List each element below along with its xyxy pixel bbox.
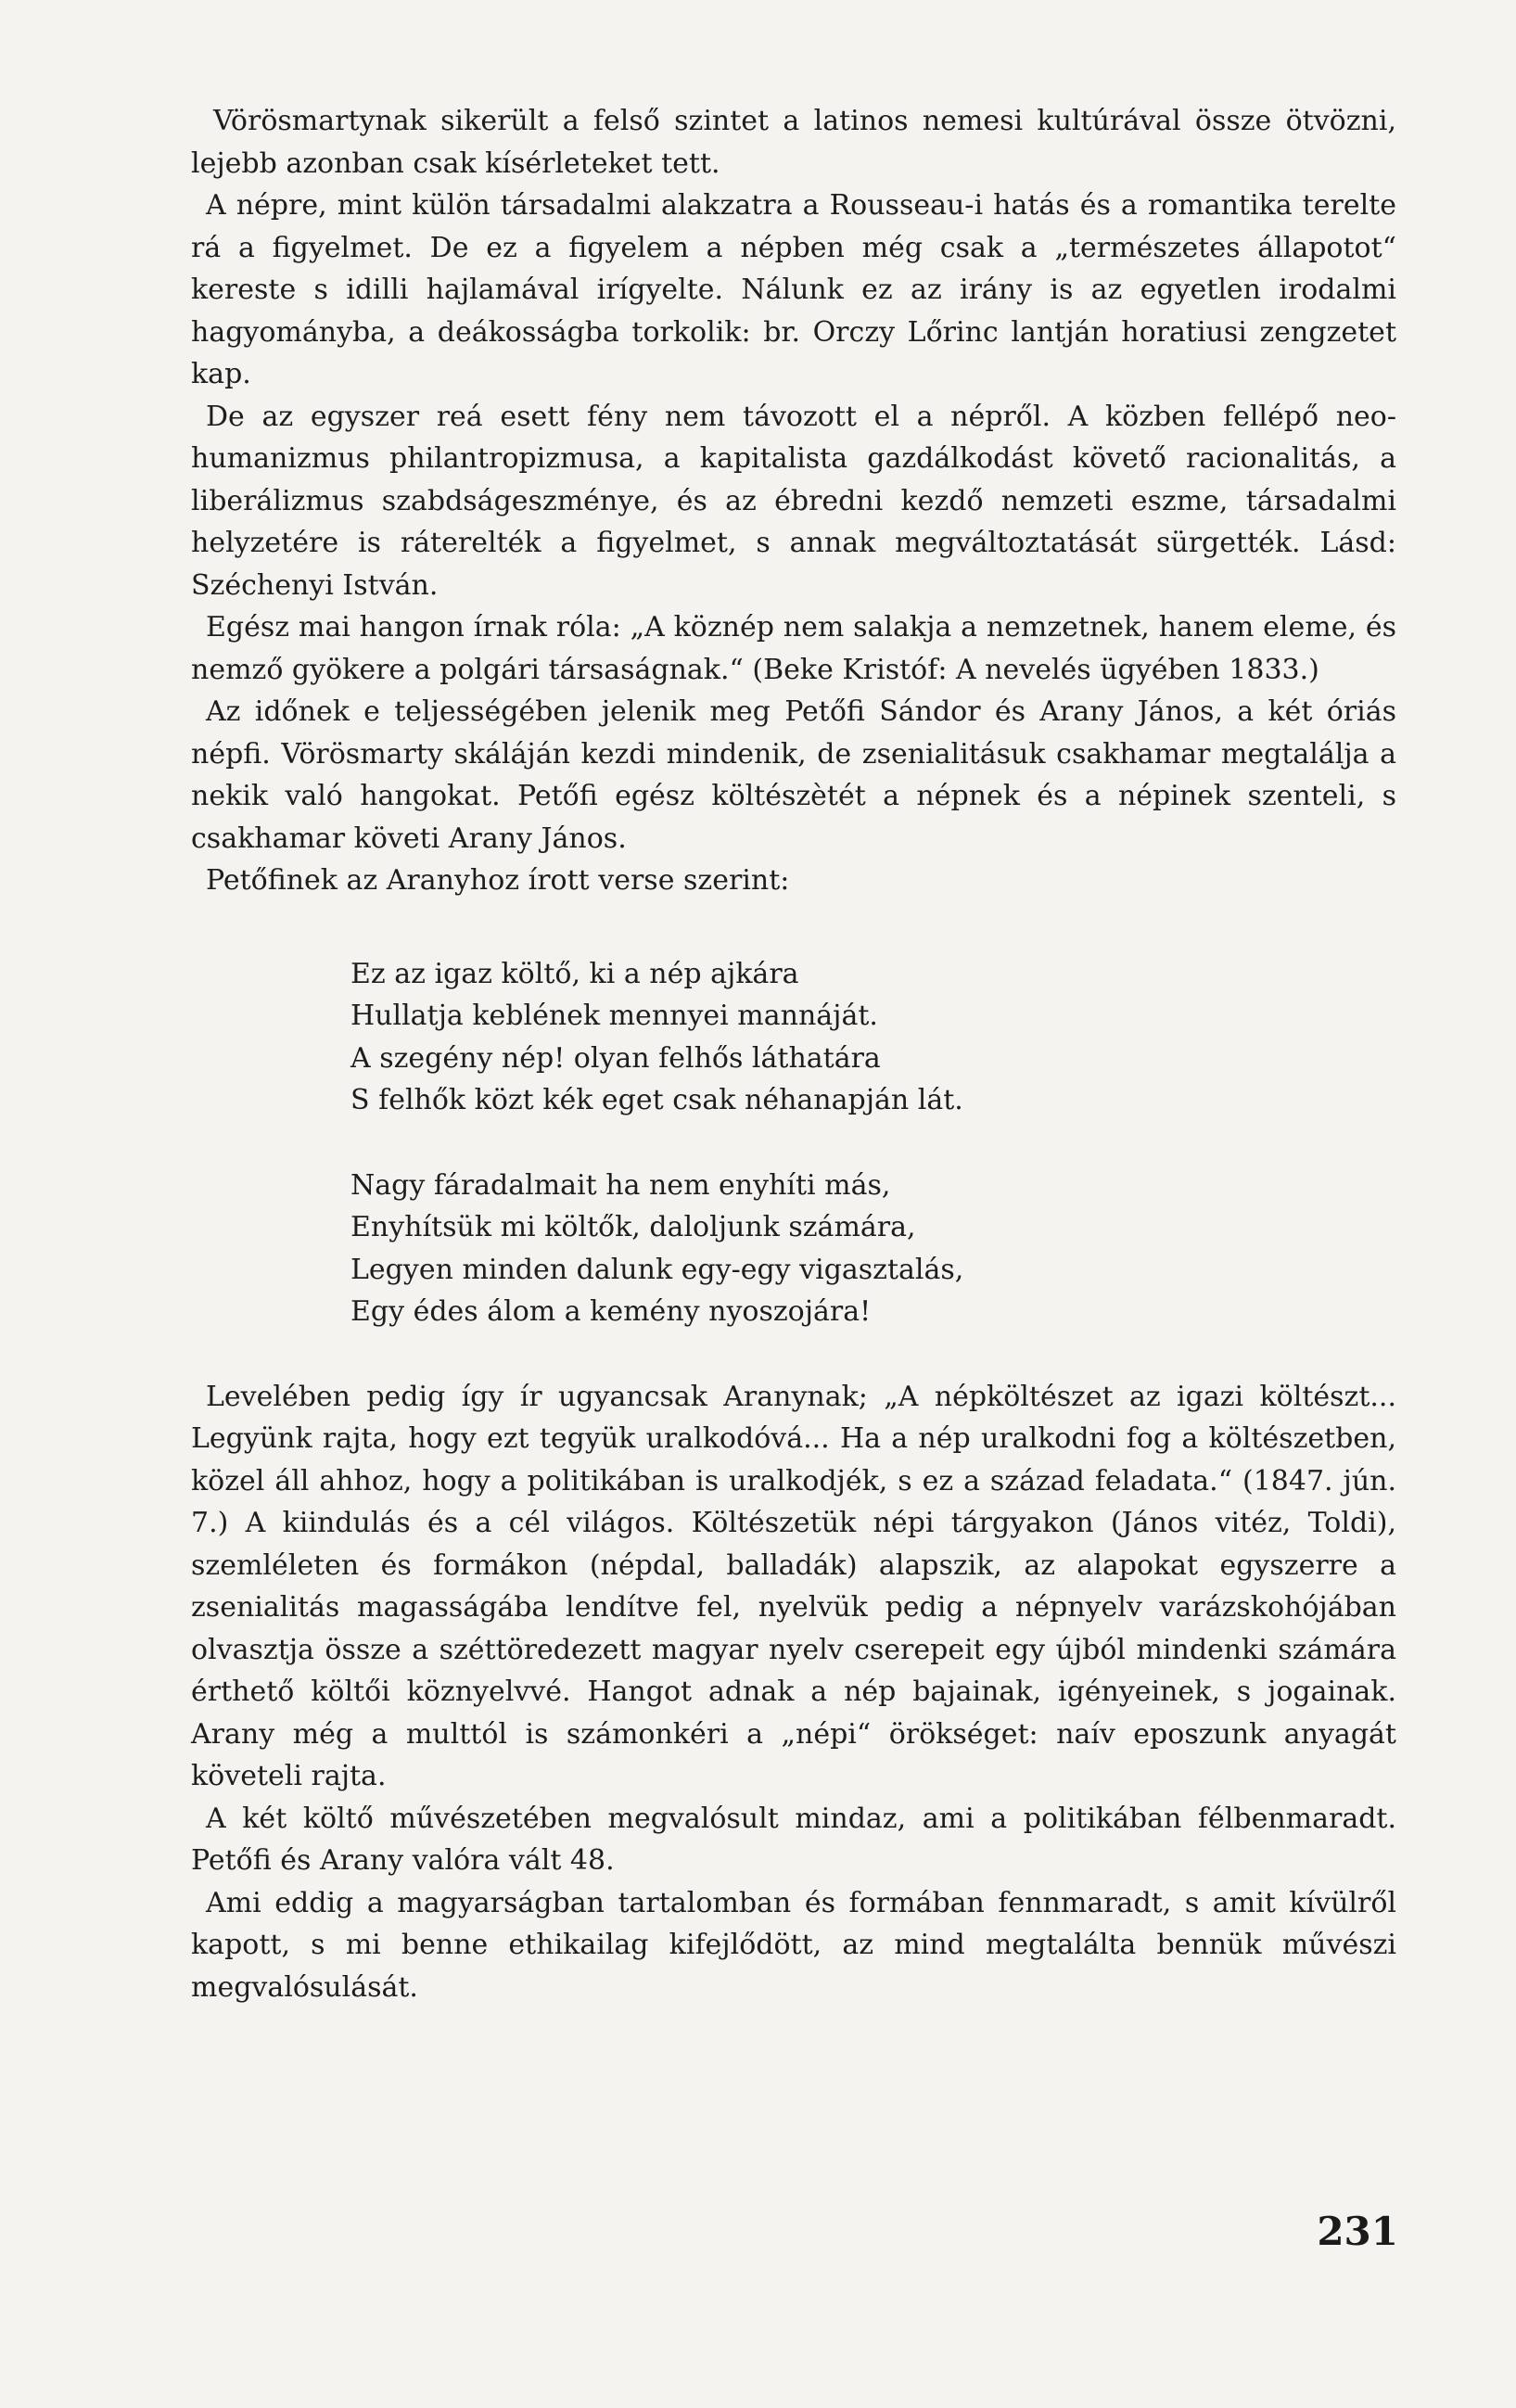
paragraph: Levelében pedig így ír ugyancsak Aranynak; „A népköltészet az igazi költészt... Legyünk rajta, hogy ezt tegyük uralkodóvá... Ha a nép uralkodni fog a költészetben, közel áll ahhoz, hogy a politikában is uralkodjék, s ez a század feladata.“ (1847. jún. 7.) A kiindulás és a cél világos. Költészetük népi tárgyakon (János vitéz, Toldi), szemléleten és formákon (népdal, balladák) alapszik, az alapokat egyszerre a zsenialitás magasságába lendítve fel, nyelvük pedig a népnyelv varázskohójában olvasztja össze a széttöredezett magyar nyelv cserepeit egy újból mindenki számára érthető költői köznyelvvé. Hangot adnak a nép bajainak, igényeinek, s jogainak. Arany még a multtól is számonkéri a „népi“ örökséget: naív eposzunk anyagát követeli rajta. <box>191 1380 1396 1792</box>
paragraph: A népre, mint külön társadalmi alakzatra a Rousseau-i hatás és a romantika terelte rá a figyelmet. De ez a figyelem a népben még csak a „természetes állapotot“ kereste s idilli hajlamával irígyelte. Nálunk ez az irány is az egyetlen irodalmi hagyományba, a deákosságba torkolik: br. Orczy Lőrinc lantján horatiusi zengzetet kap. <box>191 189 1396 390</box>
paragraph: Ami eddig a magyarságban tartalomban és formában fennmaradt, s amit kívülről kapott, s mi benne ethikailag kifejlődött, az mind megtalálta bennük művészi megvalósulását. <box>191 1886 1396 2004</box>
paragraph: Egész mai hangon írnak róla: „A köznép nem salakja a nemzetnek, hanem eleme, és nemző gyökere a polgári társaságnak.“ (Beke Kristóf: A nevelés ügyében 1833.) <box>191 611 1396 686</box>
poem-quote <box>191 953 1396 1333</box>
body-text <box>191 100 1396 2008</box>
poem-stanza <box>350 953 1396 1122</box>
verse-line: Legyen minden dalunk egy-egy vigasztalás, <box>350 1253 964 1286</box>
paragraph: De az egyszer reá esett fény nem távozott el a népről. A közben fellépő neo-humanizmus philantropizmusa, a kapitalista gazdálkodást követő racionalitás, a liberálizmus szabdságeszménye, és az ébredni kezdő nemzeti eszme, társadalmi helyzetére is ráterelték a figyelmet, s annak megváltoztatását sürgették. Lásd: Széchenyi István. <box>191 400 1396 602</box>
paragraph: Petőfinek az Aranyhoz írott verse szerint: <box>206 864 790 897</box>
verse-line: Egy édes álom a kemény nyoszojára! <box>350 1295 872 1328</box>
verse-line: S felhők közt kék eget csak néhanapján lát. <box>350 1084 963 1116</box>
poem-stanza <box>350 1165 1396 1333</box>
verse-line: Enyhítsük mi költők, daloljunk számára, <box>350 1211 916 1243</box>
verse-line: A szegény nép! olyan felhős láthatára <box>350 1041 881 1075</box>
paragraph: Vörösmartynak sikerült a felső szintet a latinos nemesi kultúrával össze ötvözni, lejebb azonban csak kísérleteket tett. <box>191 105 1396 180</box>
page-number: 231 <box>1317 2209 1398 2254</box>
verse-line: Ez az igaz költő, ki a nép ajkára <box>350 957 799 990</box>
paragraph: Az időnek e teljességében jelenik meg Petőfi Sándor és Arany János, a két óriás népfi. Vörösmarty skáláján kezdi mindenik, de zsenialitásuk csakhamar megtalálja a nekik való hangokat. Petőfi egész költészètét a népnek és a népinek szenteli, s csakhamar követi Arany János. <box>191 695 1396 855</box>
paragraph: A két költő művészetében megvalósult mindaz, ami a politikában félbenmaradt. Petőfi és Arany valóra vált 48. <box>191 1802 1396 1877</box>
verse-line: Hullatja keblének mennyei mannáját. <box>350 1000 878 1032</box>
verse-line: Nagy fáradalmait ha nem enyhíti más, <box>350 1168 891 1202</box>
